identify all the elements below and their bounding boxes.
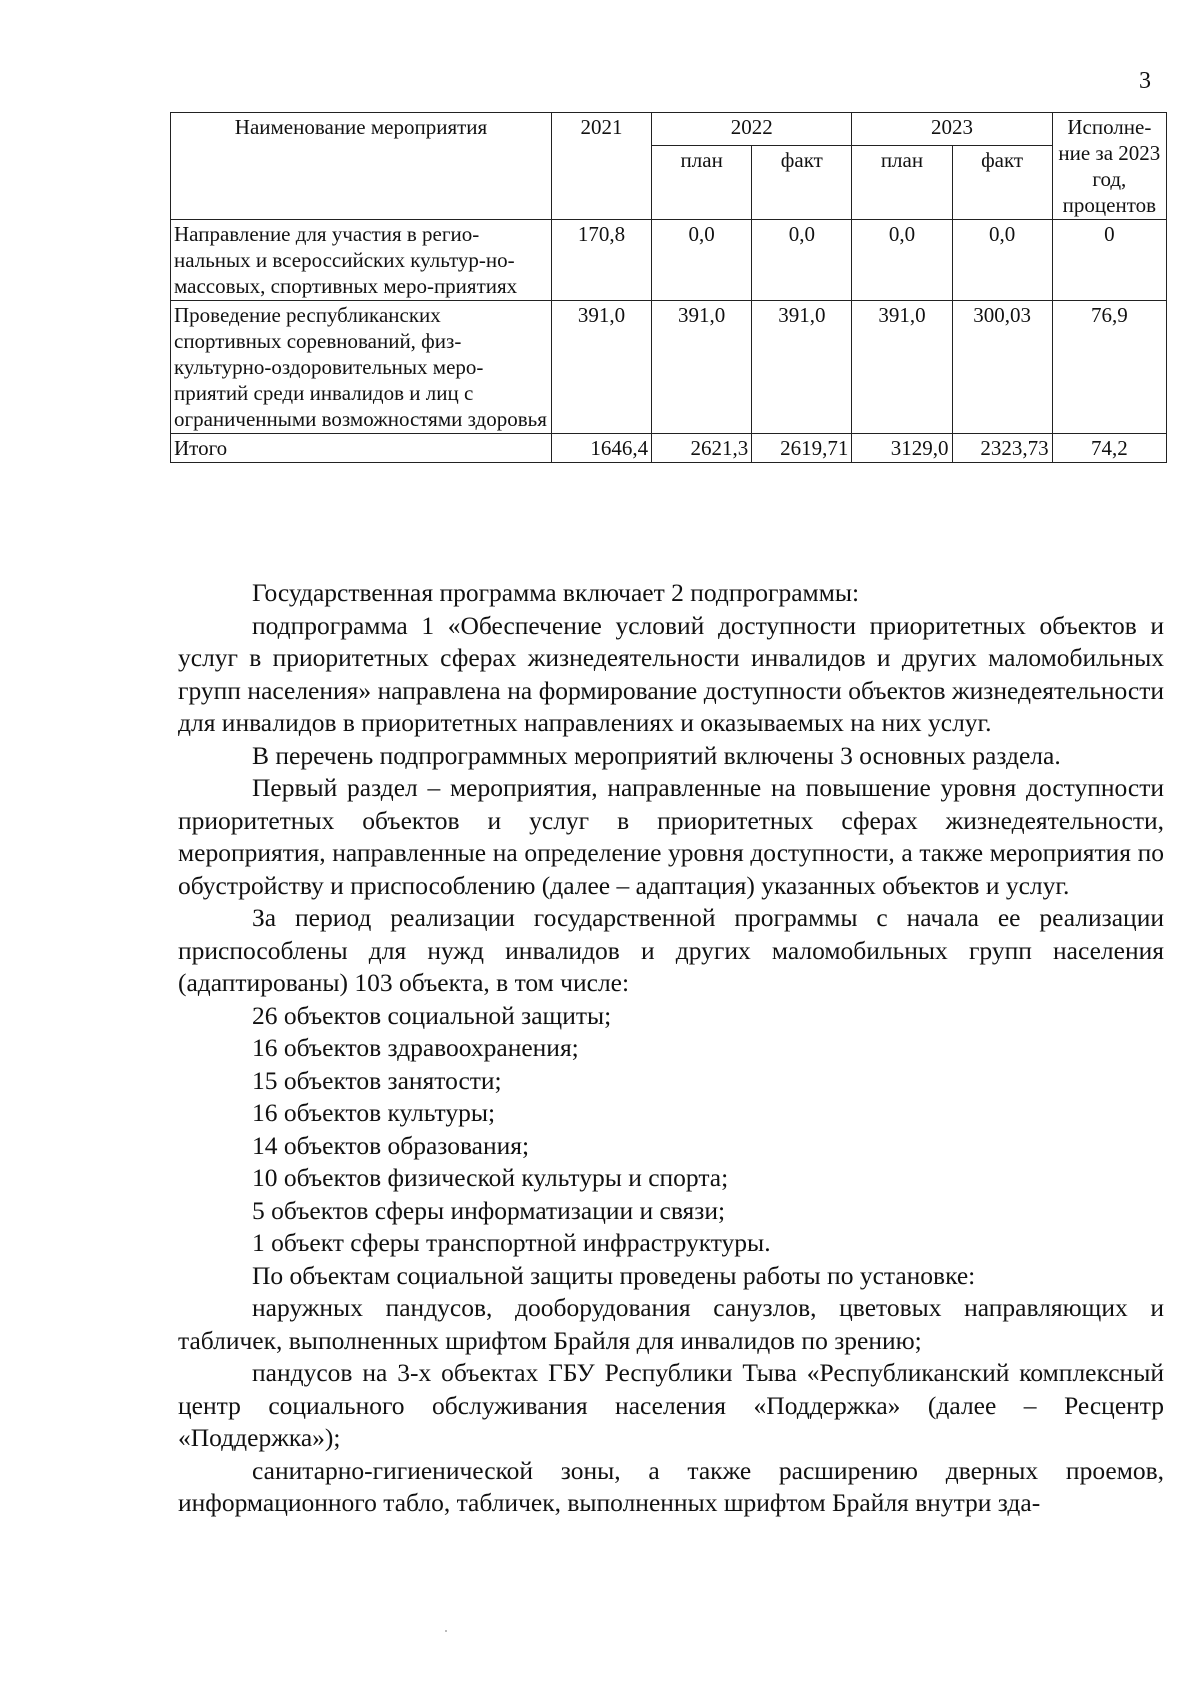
- cell-2022-plan: 0,0: [652, 220, 752, 301]
- cell-execution: 0: [1052, 220, 1166, 301]
- cell-2022-fact: 2619,71: [752, 434, 852, 463]
- cell-2023-plan: 0,0: [852, 220, 952, 301]
- cell-2021: 391,0: [551, 301, 651, 434]
- scan-artifact: [445, 1630, 447, 1632]
- table-row: [171, 301, 1167, 434]
- paragraph-social-works: По объектам социальной защиты проведены работы по установке:: [252, 1260, 976, 1290]
- cell-2023-fact: 0,0: [952, 220, 1052, 301]
- header-2023-plan: план: [852, 146, 952, 220]
- header-2022-plan: план: [652, 146, 752, 220]
- cell-2022-plan: 391,0: [652, 301, 752, 434]
- header-2022-fact: факт: [752, 146, 852, 220]
- list-item: 14 объектов образования;: [252, 1130, 530, 1160]
- cell-execution: 74,2: [1052, 434, 1166, 463]
- paragraph-ramps-braille: наружных пандусов, дооборудования санузлов, цветовых направляющих и табличек, выполненных шрифтом Брайля для инвалидов по зрению;: [178, 1293, 1164, 1355]
- events-funding-table: [170, 112, 1167, 463]
- cell-2023-fact: 2323,73: [952, 434, 1052, 463]
- row-event-name: Направление для участия в регио-нальных и всероссийских культур-но-массовых, спортивных меро-приятиях: [171, 220, 552, 301]
- cell-2021: 170,8: [551, 220, 651, 301]
- cell-2022-plan: 2621,3: [652, 434, 752, 463]
- list-item: 26 объектов социальной защиты;: [252, 1000, 612, 1030]
- header-event-name: Наименование мероприятия: [171, 113, 552, 220]
- table-total-row: [171, 434, 1167, 463]
- cell-2023-plan: 391,0: [852, 301, 952, 434]
- header-2022: 2022: [652, 113, 852, 146]
- header-2021: 2021: [551, 113, 651, 220]
- table-row: [171, 220, 1167, 301]
- page-number: 3: [1139, 68, 1151, 94]
- row-event-name: Проведение республиканских спортивных соревнований, физ-культурно-оздоровительных меро-приятий среди инвалидов и лиц с ограниченными возможностями здоровья: [171, 301, 552, 434]
- paragraph-ramps-rescenter: пандусов на 3-х объектах ГБУ Республики Тыва «Республиканский комплексный центр социального обслуживания населения «Поддержка» (далее – Ресцентр «Поддержка»);: [178, 1358, 1164, 1452]
- list-item: 10 объектов физической культуры и спорта;: [252, 1163, 729, 1192]
- cell-2022-fact: 391,0: [752, 301, 852, 434]
- header-execution: Исполне-ние за 2023 год, процентов: [1052, 113, 1166, 220]
- row-total-label: Итого: [171, 434, 552, 463]
- paragraph-sections: В перечень подпрограммных мероприятий включены 3 основных раздела.: [252, 740, 1061, 770]
- list-item: 1 объект сферы транспортной инфраструктуры.: [252, 1228, 771, 1257]
- document-body: [178, 577, 1164, 1520]
- cell-2023-plan: 3129,0: [852, 434, 952, 463]
- cell-execution: 76,9: [1052, 301, 1166, 434]
- table-header-row: [171, 113, 1167, 146]
- cell-2021: 1646,4: [551, 434, 651, 463]
- header-2023: 2023: [852, 113, 1052, 146]
- cell-2022-fact: 0,0: [752, 220, 852, 301]
- list-item: 16 объектов здравоохранения;: [252, 1033, 579, 1062]
- cell-2023-fact: 300,03: [952, 301, 1052, 434]
- list-item: 15 объектов занятости;: [252, 1065, 502, 1095]
- paragraph-adapted-objects: За период реализации государственной программы с начала ее реализации приспособлены для нужд инвалидов и других маломобильных групп населения (адаптированы) 103 объекта, в том числе:: [178, 903, 1164, 997]
- paragraph-sanitary-zone: санитарно-гигиенической зоны, а также расширению дверных проемов, информационного табло, табличек, выполненных шрифтом Брайля внутри зда-: [178, 1455, 1164, 1517]
- paragraph-first-section: Первый раздел – мероприятия, направленные на повышение уровня доступности приоритетных объектов и услуг в приоритетных сферах жизнедеятельности, мероприятия, направленные на определение уровня доступности, а также мероприятия по обустройству и приспособлению (далее – адаптация) указанных объектов и услуг.: [178, 773, 1164, 900]
- list-item: 16 объектов культуры;: [252, 1098, 496, 1127]
- header-2023-fact: факт: [952, 146, 1052, 220]
- paragraph-subprogram-1: подпрограмма 1 «Обеспечение условий доступности приоритетных объектов и услуг в приоритетных сферах жизнедеятельности инвалидов и других маломобильных групп населения» направлена на формирование доступности объектов жизнедеятельности для инвалидов в приоритетных направлениях и оказываемых на них услуг.: [178, 610, 1164, 737]
- list-item: 5 объектов сферы информатизации и связи;: [252, 1195, 726, 1225]
- paragraph-subprograms-intro: Государственная программа включает 2 подпрограммы:: [252, 578, 860, 607]
